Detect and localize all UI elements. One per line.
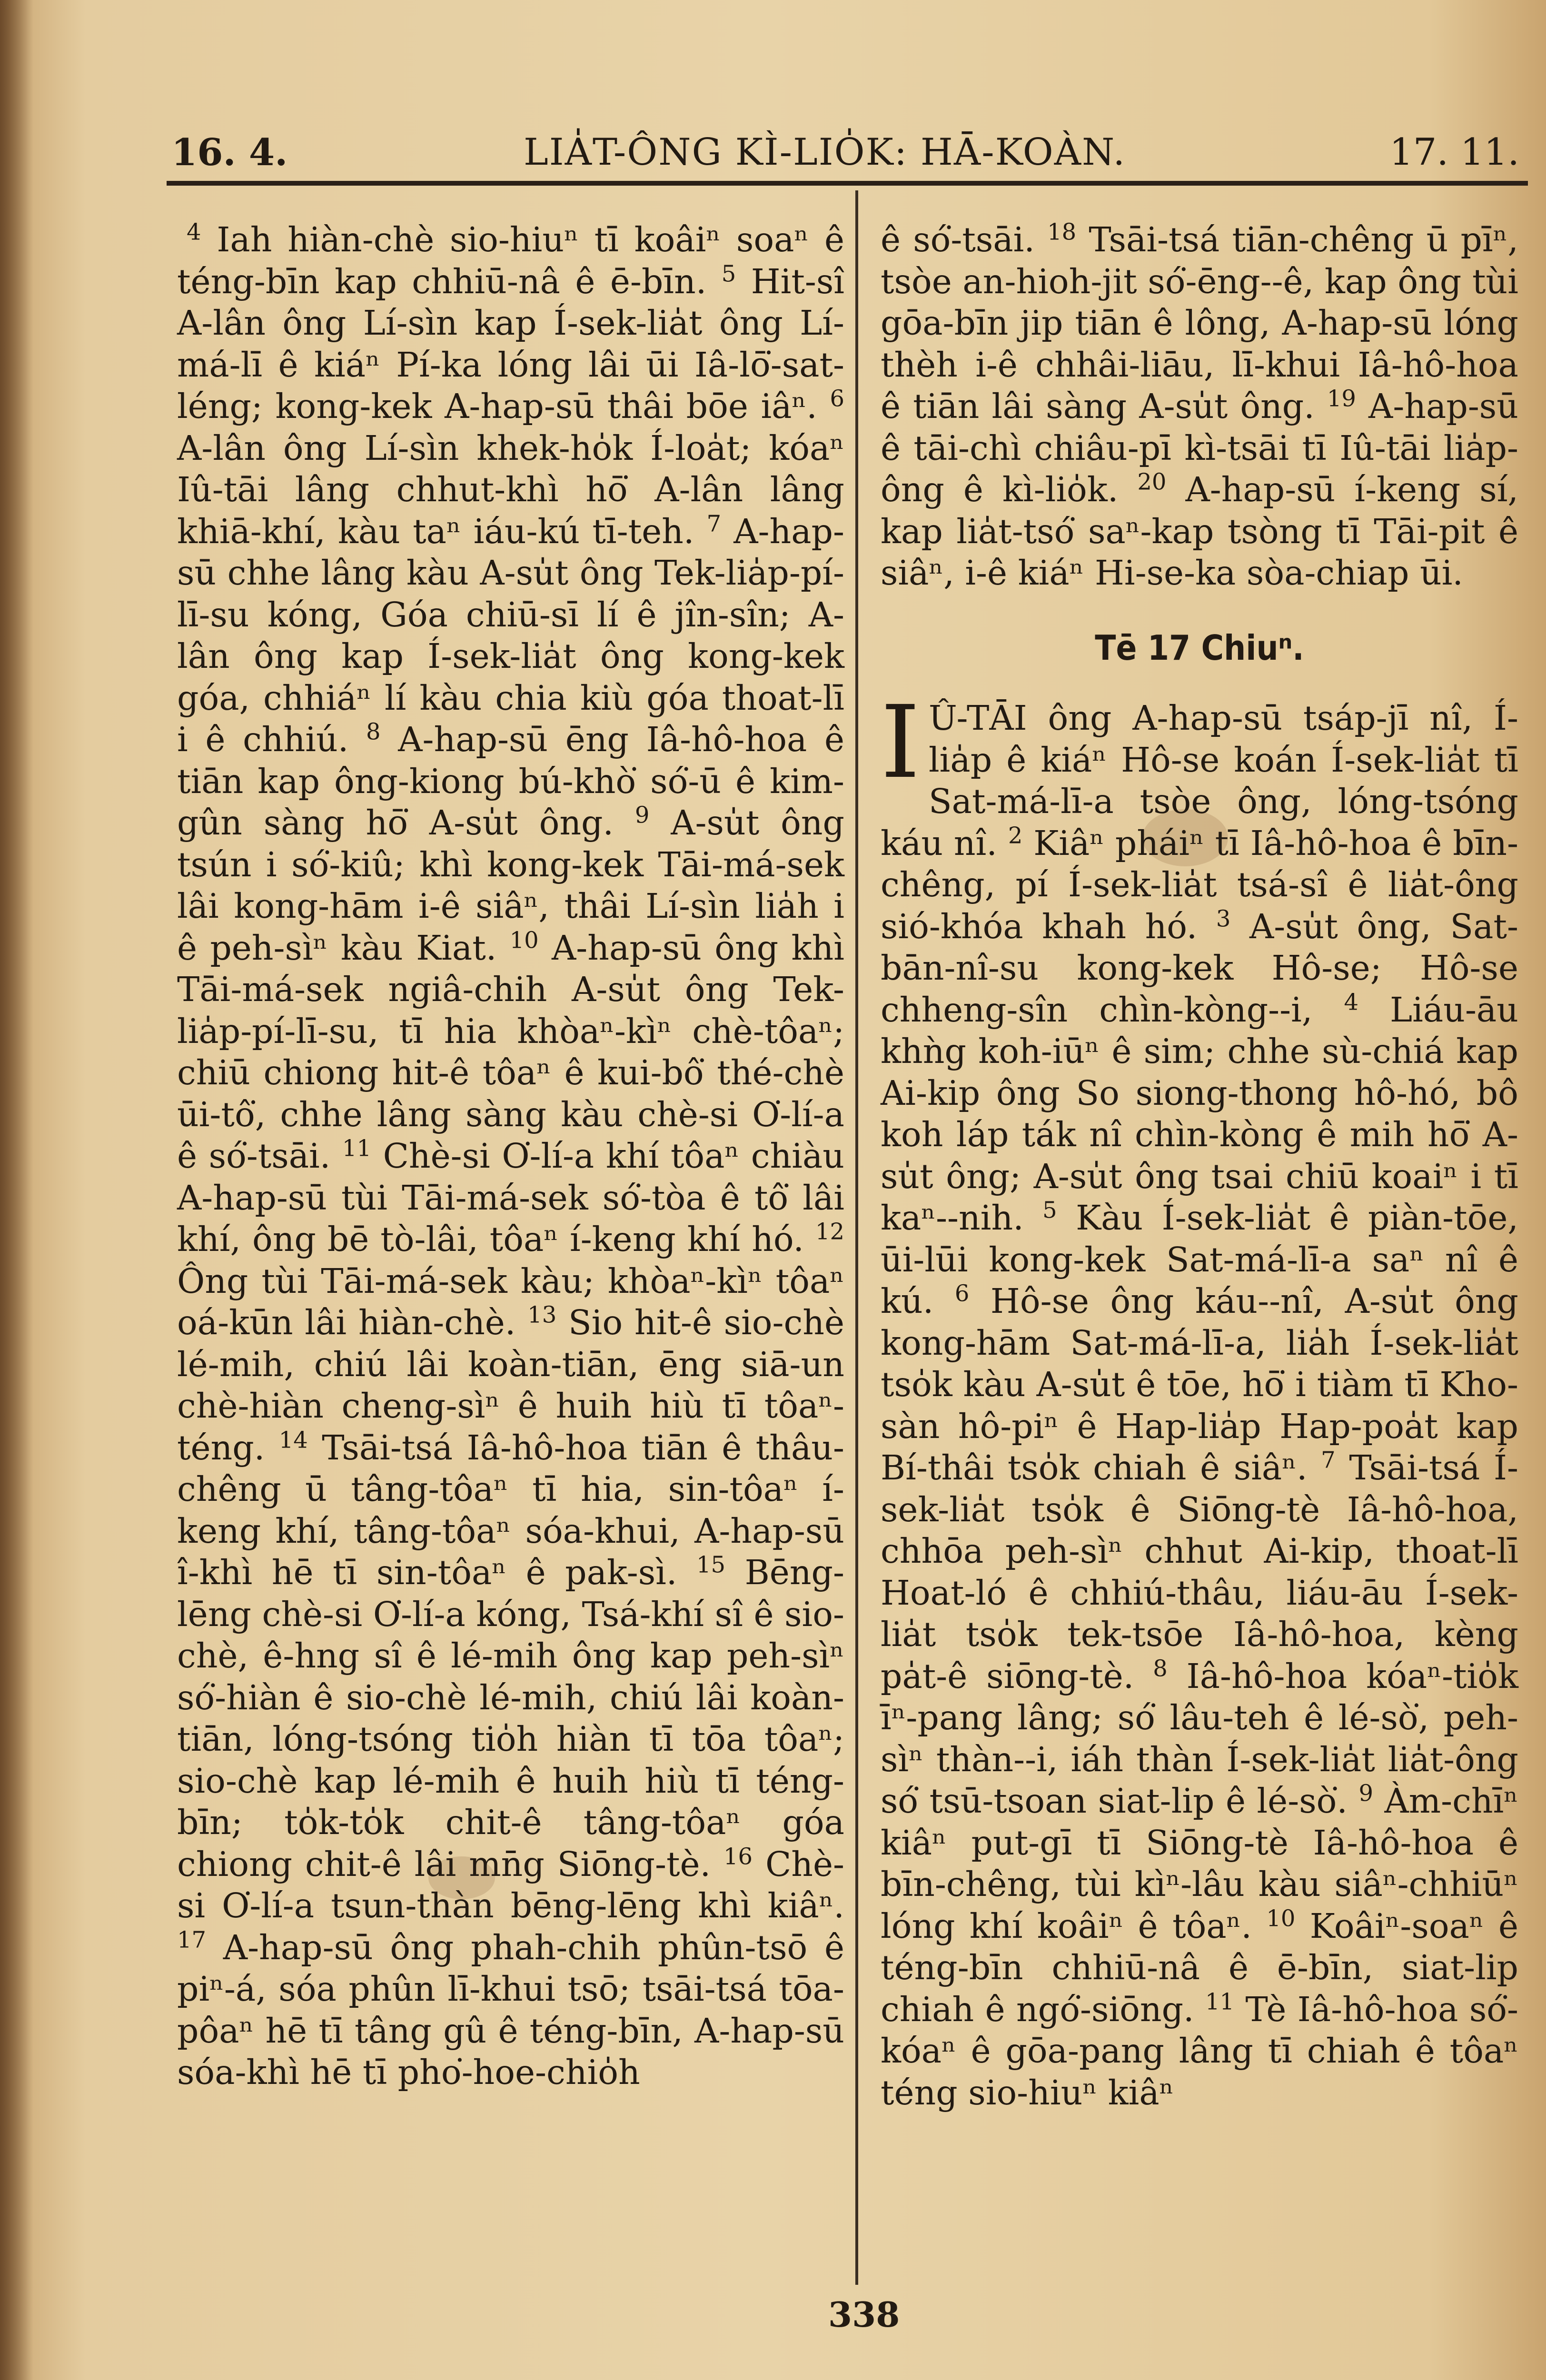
verse-number: 6 <box>830 385 844 412</box>
verse-number: 4 <box>1344 988 1358 1015</box>
verse-text: Kàu Í-sek-lia̍t ê piàn-tōe, ūi-lūi kong-kek Sat-má-lī-a saⁿ nî ê kú. <box>881 1198 1518 1321</box>
verse-number: 16 <box>723 1843 753 1870</box>
verse-number: 13 <box>527 1301 557 1329</box>
verse-text: Sio hit-ê sio-chè lé-mih, chiú lâi koàn-tiān, ēng siā-un chè-hiàn cheng-sìⁿ ê huih hiù tī tôaⁿ-téng. <box>177 1303 845 1468</box>
verse-text: ê só͘-tsāi. <box>881 220 1048 259</box>
verse-text: A-su̍t ông tsún i só͘-kiû; khì kong-kek Tāi-má-sek lâi kong-hām i-ê siâⁿ, thâi Lí-sìn lia̍h i ê peh-sìⁿ kàu Kiat. <box>177 803 844 968</box>
verse-text: Koâiⁿ-soaⁿ ê téng-bīn chhiū-nâ ê ē-bīn, siat-lip chiah ê ngó͘-siōng. <box>881 1906 1518 2029</box>
verse-text: Tsāi-tsá Iâ-hô-hoa tiān ê thâu-chêng ū tâng-tôaⁿ tī hia, sin-tôaⁿ í-keng khí, tâng-tôaⁿ sóa-khui, A-hap-sū î-khì hē tī sin-tôaⁿ ê pak-sì. <box>177 1428 844 1592</box>
header-right-reference: 17. 11. <box>1389 131 1519 174</box>
verse-number: 7 <box>1321 1447 1336 1474</box>
page-binding-shadow <box>0 0 33 2380</box>
verse-paragraph <box>177 219 844 2093</box>
verse-number: 19 <box>1327 385 1356 412</box>
verse-number: 8 <box>1153 1655 1168 1682</box>
verse <box>881 220 1047 259</box>
verse-number: 4 <box>187 218 201 246</box>
verse <box>177 1928 844 2092</box>
verse-text: A-hap-sū í-keng sí, kap lia̍t-tsó͘ saⁿ-kap tsòng tī Tāi-pit ê siâⁿ, i-ê kiáⁿ Hi-se-ka sòa-chiap ūi. <box>881 470 1518 593</box>
verse-number: 3 <box>1216 905 1231 932</box>
verse-text: Kiâⁿ pháiⁿ tī Iâ-hô-hoa ê bīn-chêng, pí Í-sek-lia̍t tsá-sî ê lia̍t-ông sió-khóa khah hó. <box>881 823 1518 946</box>
verse-text: Iah hiàn-chè sio-hiuⁿ tī koâiⁿ soaⁿ ê téng-bīn kap chhiū-nâ ê ē-bīn. <box>177 220 844 301</box>
left-column <box>177 219 844 2093</box>
verse-text: Tsāi-tsá Í-sek-lia̍t tso̍k ê Siōng-tè Iâ-hô-hoa, chhōa peh-sìⁿ chhut Ai-kip, thoat-lī Hoat-ló ê chhiú-thâu, liáu-āu Í-sek-lia̍t tso̍k tek-tsōe Iâ-hô-hoa, kèng pa̍t-ê siōng-tè. <box>881 1448 1519 1696</box>
verse-number: 5 <box>721 260 736 287</box>
verse-text: A-hap-sū ê tāi-chì chiâu-pī kì-tsāi tī Iû-tāi lia̍p-ông ê kì-lio̍k. <box>881 387 1518 509</box>
verse-text: Ông tùi Tāi-má-sek kàu; khòaⁿ-kìⁿ tôaⁿ oá-kūn lâi hiàn-chè. <box>177 1261 844 1342</box>
verse-text: Chè-si O͘-lí-a tsun-thàn bēng-lēng khì kiâⁿ. <box>177 1844 845 1925</box>
verse-number: 17 <box>177 1926 207 1953</box>
verse-text: Hô-se ông káu--nî, A-su̍t ông kong-hām Sat-má-lī-a, lia̍h Í-sek-lia̍t tso̍k kàu A-su̍t ê tōe, hō͘ i tiàm tī Kho-sàn hô-piⁿ ê Hap-lia̍p Hap-poa̍t kap Bí-thâi tso̍k chiah ê siâⁿ. <box>881 1281 1518 1488</box>
verse-number: 20 <box>1137 468 1167 496</box>
verse-number: 10 <box>1266 1904 1296 1932</box>
chapter-opening <box>881 684 1519 2113</box>
verse-number: 11 <box>342 1135 371 1162</box>
verse-paragraph <box>881 219 1518 594</box>
verse-text: A-hap-sū ēng Iâ-hô-hoa ê tiān kap ông-kiong bú-khò͘ só͘-ū ê kim-gûn sàng hō͘ A-su̍t ông. <box>177 720 844 843</box>
verse-number: 8 <box>366 718 381 745</box>
verse-number: 5 <box>1042 1197 1057 1224</box>
right-column-continuation <box>881 219 1518 594</box>
chapter-heading: Tē 17 Chiuⁿ. <box>1095 627 1304 668</box>
drop-cap: I <box>881 684 920 801</box>
chapter-first-verse: Û-TĀI ông A-hap-sū tsáp-jī nî, Í-lia̍p ê kiáⁿ Hô-se koán Í-sek-lia̍t tī Sat-má-lī-a tsòe ông, lóng-tsóng káu nî. <box>881 698 1518 863</box>
verse-text: Liáu-āu khǹg koh-iūⁿ ê sim; chhe sù-chiá kap Ai-kip ông So siong-thong hô-hó, bô koh láp ták nî chìn-kòng ê mih hō͘ A-su̍t ông; A-su̍t ông tsai chiū koaiⁿ i tī kaⁿ--nih. <box>881 990 1518 1238</box>
right-column <box>881 219 1518 2113</box>
header-title: LIA̍T-ÔNG KÌ-LIO̍K: HĀ-KOÀN. <box>524 131 1126 174</box>
verse <box>177 1553 844 1884</box>
verse-number: 15 <box>696 1551 726 1578</box>
verse-text: Bēng-lēng chè-si O͘-lí-a kóng, Tsá-khí sî ê sio-chè, ê-hng sî ê lé-mih ông kap peh-sìⁿ só͘-hiàn ê sio-chè lé-mih, chiú lâi koàn-tiān, lóng-tsóng tio̍h hiàn tī tōa tôaⁿ; sio-chè kap lé-mih ê huih hiù tī téng-bīn; to̍k-to̍k chit-ê tâng-tôaⁿ góa chiong chit-ê lâi mn̄g Siōng-tè. <box>177 1553 844 1884</box>
verse-text: Àm-chīⁿ kiâⁿ put-gī tī Siōng-tè Iâ-hô-hoa ê bīn-chêng, tùi kìⁿ-lâu kàu siâⁿ-chhiūⁿ lóng khí koâiⁿ ê tôaⁿ. <box>881 1781 1518 1946</box>
running-header <box>171 121 1523 188</box>
header-left-reference: 16. 4. <box>171 131 288 174</box>
verse-number: 14 <box>278 1426 308 1453</box>
verse-number: 6 <box>954 1280 970 1307</box>
verse-text: Chè-si O͘-lí-a khí tôaⁿ chiàu A-hap-sū tùi Tāi-má-sek só͘-tòa ê tô͘ lâi khí, ông bē tò-lâi, tôaⁿ í-keng khí hó. <box>177 1136 845 1259</box>
verse-text: A-hap-sū chhe lâng kàu A-su̍t ông Tek-lia̍p-pí-lī-su kóng, Góa chiū-sī lí ê jîn-sîn; A-lân ông kap Í-sek-lia̍t ông kong-kek góa, chhiáⁿ lí kàu chia kiù góa thoat-lī i ê chhiú. <box>177 511 844 759</box>
verse-number: 11 <box>1205 1988 1235 2015</box>
page-number: 338 <box>828 2294 900 2335</box>
verse-number: 2 <box>1008 822 1023 849</box>
verse-text: A-hap-sū ông phah-chih phûn-tsō ê piⁿ-á, sóa phûn lī-khui tsō; tsāi-tsá tōa-pôaⁿ hē tī tâng gû ê téng-bīn, A-hap-sū sóa-khì hē tī pho͘-hoe-chio̍h <box>177 1927 844 2092</box>
verse-number: 7 <box>706 510 722 537</box>
verse-number: 18 <box>1047 218 1077 246</box>
verse-text: Tè Iâ-hô-hoa só͘-kóaⁿ ê gōa-pang lâng tī chiah ê tôaⁿ téng sio-hiuⁿ kiâⁿ <box>881 1989 1518 2112</box>
column-divider <box>855 190 858 2285</box>
verse-number: 12 <box>815 1218 844 1245</box>
header-rule <box>167 181 1528 186</box>
verse-text: Hit-sî A-lân ông Lí-sìn kap Í-sek-lia̍t ông Lí-má-lī ê kiáⁿ Pí-ka lóng lâi ūi Iâ-lō͘-sat-léng; kong-kek A-hap-sū thâi bōe iâⁿ. <box>177 261 844 426</box>
chapter-verses <box>881 823 1518 2112</box>
verse-text: Iâ-hô-hoa kóaⁿ-tio̍k īⁿ-pang lâng; só͘ lâu-teh ê lé-sò͘, peh-sìⁿ thàn--i, iáh thàn Í-sek-lia̍t lia̍t-ông só͘ tsū-tsoan siat-lip ê lé-sò͘. <box>881 1656 1518 1821</box>
verse-number: 10 <box>509 926 539 953</box>
verse-text: A-hap-sū ông khì Tāi-má-sek ngiâ-chih A-su̍t ông Tek-lia̍p-pí-lī-su, tī hia khòaⁿ-kìⁿ chè-tôaⁿ; chiū chiong hit-ê tôaⁿ ê kui-bô͘ thé-chè ūi-tô͘, chhe lâng sàng kàu chè-si O͘-lí-a ê só͘-tsāi. <box>177 928 844 1176</box>
verse-text: A-su̍t ông, Sat-bān-nî-su kong-kek Hô-se; Hô-se chheng-sîn chìn-kòng--i, <box>881 906 1518 1030</box>
verse-number: 9 <box>634 802 650 829</box>
verse-text: Tsāi-tsá tiān-chêng ū pīⁿ, tsòe an-hioh-jit só͘-ēng--ê, kap ông tùi gōa-bīn jip tiān ê lông, A-hap-sū lóng thèh i-ê chhâi-liāu, lī-khui Iâ-hô-hoa ê tiān lâi sàng A-su̍t ông. <box>881 220 1518 426</box>
verse-number: 9 <box>1358 1780 1373 1807</box>
verse-text: A-lân ông Lí-sìn khek-ho̍k Í-loa̍t; kóaⁿ Iû-tāi lâng chhut-khì hō͘ A-lân lâng khiā-khí, kàu taⁿ iáu-kú tī-teh. <box>177 428 844 551</box>
